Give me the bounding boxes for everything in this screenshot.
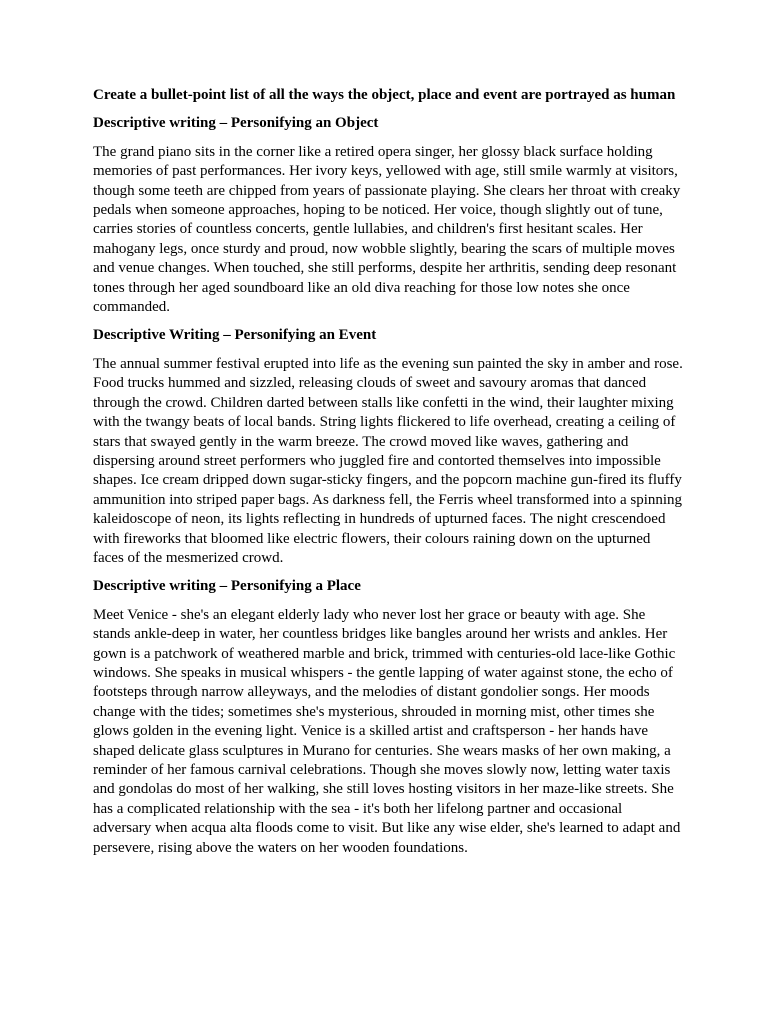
- section-body-place: Meet Venice - she's an elegant elderly lady who never lost her grace or beauty with age. She stands ankle-deep in water, her countless bridges like bangles around her wrists and ankles. Her gown is a patchwork of weathered marble and brick, trimmed with centuries-old lace-like Gothic windows. She speaks in musical whispers - the gentle lapping of water against stone, the echo of footsteps through narrow alleyways, and the melodies of distant gondolier songs. Her moods change with the tides; sometimes she's mysterious, shrouded in morning mist, other times she glows golden in the evening light. Venice is a skilled artist and craftsperson - her hands have shaped delicate glass sculptures in Murano for centuries. She wears masks of her own making, a reminder of her famous carnival celebrations. Though she moves slowly now, letting water taxis and gondolas do most of her walking, she still loves hosting visitors in her maze-like streets. She has a complicated relationship with the sea - it's both her lifelong partner and occasional adversary when acqua alta floods come to visit. But like any wise elder, she's learned to adapt and persevere, rising above the waters on her wooden foundations.: [93, 606, 681, 856]
- section-heading-object: Descriptive writing – Personifying an Object: [93, 115, 379, 132]
- section-event: [93, 326, 683, 568]
- document-page: [93, 86, 683, 867]
- section-body-event: The annual summer festival erupted into life as the evening sun painted the sky in amber and rose. Food trucks hummed and sizzled, releasing clouds of sweet and savoury aromas that danced through the crowd. Children darted between stalls like confetti in the wind, their laughter mixing with the twangy beats of local bands. String lights flickered to life overhead, creating a ceiling of stars that swayed gently in the warm breeze. The crowd moved like waves, gathering and dispersing around street performers who juggled fire and contorted themselves into impossible shapes. Ice cream dripped down sugar-sticky fingers, and the popcorn machine gun-fired its fluffy ammunition into striped paper bags. As darkness fell, the Ferris wheel transformed into a spinning kaleidoscope of neon, its lights reflecting in hundreds of upturned faces. The night crescendoed with fireworks that bloomed like electric flowers, their colours raining down on the upturned faces of the mesmerized crowd.: [93, 355, 683, 566]
- section-object: [93, 114, 683, 317]
- section-heading-event: Descriptive Writing – Personifying an Event: [93, 327, 377, 344]
- section-body-object: The grand piano sits in the corner like a retired opera singer, her glossy black surface holding memories of past performances. Her ivory keys, yellowed with age, still smile warmly at visitors, though some teeth are chipped from years of passionate playing. She clears her throat with creaky pedals when someone approaches, hoping to be noticed. Her voice, though slightly out of tune, carries stories of countless concerts, gentle lullabies, and children's first hesitant scales. Her mahogany legs, once sturdy and proud, now wobble slightly, bearing the scars of multiple moves and venue changes. When touched, she still performs, despite her arthritis, sending deep resonant tones through her aged soundboard like an old diva reaching for those low notes she once commanded.: [93, 143, 681, 316]
- task-prompt: Create a bullet-point list of all the ways the object, place and event are portrayed as human: [93, 87, 676, 103]
- section-heading-place: Descriptive writing – Personifying a Place: [93, 578, 361, 595]
- section-place: [93, 577, 683, 858]
